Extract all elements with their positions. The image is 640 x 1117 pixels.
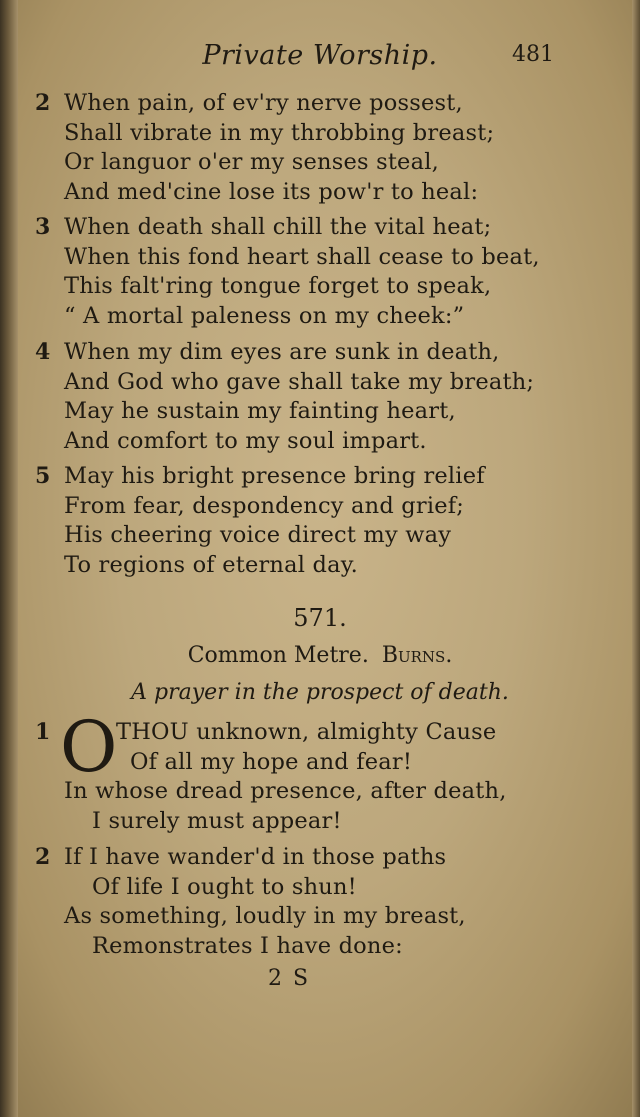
hymn-number: 571. [293,604,347,632]
verse-line: “ A mortal paleness on my cheek:” [64,302,465,329]
verse-line: When this fond heart shall cease to beat, [64,243,540,270]
page-edge-left [0,0,18,1117]
verse-line: Shall vibrate in my throbbing breast; [64,119,495,146]
drop-cap: O [60,706,118,788]
verse-line: May his bright presence bring relief [64,463,485,489]
stanza-number: 2 [35,90,51,116]
page-number: 481 [512,42,554,67]
verse-line: I surely must appear! [92,807,342,834]
verse-line: When my dim eyes are sunk in death, [64,339,500,365]
verse-line: And comfort to my soul impart. [64,427,427,454]
stanza-number: 3 [35,214,51,240]
hymn-author: Burns. [381,643,453,668]
verse-line: Or languor o'er my senses steal, [64,149,439,175]
verse-line: To regions of eternal day. [64,551,358,578]
verse-line: When pain, of ev'ry nerve possest, [64,90,463,116]
hymn-metre: Common Metre. [187,643,369,668]
verse-line: Of all my hope and fear! [130,748,413,775]
stanza-number: 4 [35,339,51,365]
verse-line: When death shall chill the vital heat; [64,214,492,240]
verse-line: And God who gave shall take my breath; [64,368,535,395]
verse-line: Of life I ought to shun! [92,873,357,900]
stanza-number: 2 [35,844,51,870]
running-head-title: Private Worship. [202,40,438,71]
page-edge-right [632,0,640,1117]
verse-line: If I have wander'd in those paths [64,844,447,870]
verse-line: Remonstrates I have done: [92,932,403,959]
verse-line: As something, loudly in my breast, [64,903,466,929]
signature-mark: 2 S [268,966,311,991]
verse-line: This falt'ring tongue forget to speak, [64,273,492,299]
verse-line: From fear, despondency and grief; [64,492,465,519]
verse-line: May he sustain my fainting heart, [64,398,456,424]
stanza-number: 1 [35,719,51,745]
verse-line: In whose dread presence, after death, [64,778,507,804]
hymn-metre-line [0,643,640,668]
hymn-subtitle: A prayer in the prospect of death. [131,680,509,705]
verse-line: And med'cine lose its pow'r to heal: [64,178,479,205]
stanza-number: 5 [35,463,51,489]
verse-line: His cheering voice direct my way [64,522,452,548]
verse-line: THOU unknown, almighty Cause [116,719,497,745]
